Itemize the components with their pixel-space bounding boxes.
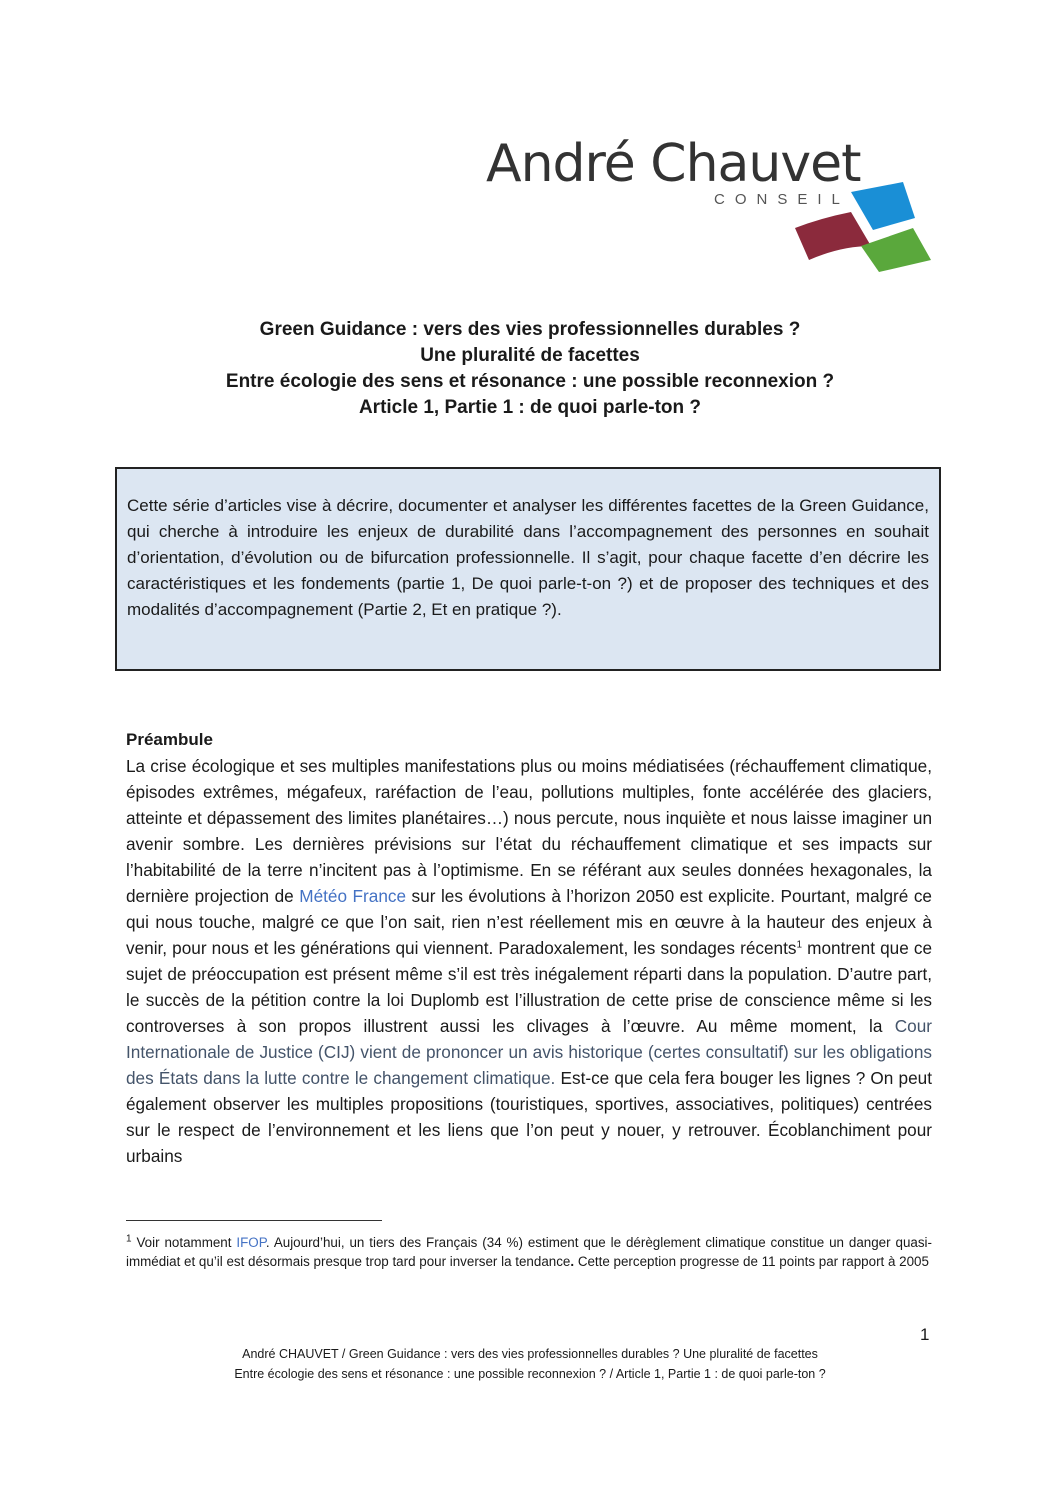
title-line-3: Entre écologie des sens et résonance : une possible reconnexion ?	[225, 371, 835, 392]
footnote-number: 1	[126, 1233, 132, 1245]
section-title: Préambule	[126, 730, 213, 749]
body-section	[126, 727, 932, 1169]
logo-name: André Chauvet	[486, 134, 861, 194]
footnote-text: . Aujourd’hui, un tiers des Français (34 %) estiment que le dérèglement climatique constitue un danger quasi-immédiat et qu’il est désormais presque trop tard pour inverser la tendance	[126, 1235, 932, 1269]
title-line-2: Une pluralité de facettes	[420, 345, 640, 366]
preamble-paragraph	[126, 753, 932, 1169]
title-line-4: Article 1, Partie 1 : de quoi parle-ton ?	[358, 397, 702, 418]
document-titles	[120, 317, 940, 421]
cij-link[interactable]: Cour Internationale de Justice (CIJ) vient de prononcer un avis historique (certes consultatif) sur les obligations des États dans la lutte contre le changement climatique.	[126, 1016, 932, 1088]
footnote-separator	[126, 1220, 382, 1221]
footer-line-1: André CHAUVET / Green Guidance : vers des vies professionnelles durables ? Une pluralité de facettes	[242, 1347, 818, 1361]
footnote	[126, 1233, 932, 1271]
paragraph-text: montrent que ce sujet de préoccupation est présent même s’il est très inégalement réparti dans la population. D’autre part, le succès de la pétition contre la loi Duplomb est l’illustration de cette prise de conscience même si les controverses à son propos illustrent aussi les clivages à l’œuvre. Au même moment, la	[126, 938, 932, 1036]
paragraph-text: La crise écologique et ses multiples manifestations plus ou moins médiatisées (réchauffement climatique, épisodes extrêmes, mégafeux, raréfaction de l’eau, pollutions multiples, fonte accélérée des glaciers, atteinte et dépassement des limites planétaires…) nous percute, nous inquiète et nous laisse imaginer un avenir sombre. Les dernières prévisions sur l’état du réchauffement climatique et ses impacts sur l’habitabilité de la terre n’incitent pas à l’optimisme. En se référant aux seules données hexagonales, la dernière projection de	[126, 756, 932, 906]
abstract-text: Cette série d’articles vise à décrire, documenter et analyser les différentes facettes de la Green Guidance, qui cherche à introduire les enjeux de durabilité dans l’accompagnement des personnes en souhait d’orientation, d’évolution ou de bifurcation professionnelle. Il s’agit, pour chaque facette d’en décrire les caractéristiques et les fondements (partie 1, De quoi parle-t-on ?) et de proposer des techniques et des modalités d’accompagnement (Partie 2, Et en pratique ?).	[127, 496, 929, 619]
footnote-text: Voir notamment	[131, 1235, 237, 1250]
footnote-text: Cette perception progresse de 11 points par rapport à 2005	[574, 1254, 929, 1269]
page-footer	[120, 1344, 940, 1384]
abstract-box	[115, 467, 941, 671]
footnote-period: .	[570, 1254, 575, 1269]
meteo-france-link[interactable]: Météo France	[299, 886, 407, 906]
footnote-ref[interactable]: 1	[796, 939, 803, 951]
ifop-link[interactable]: IFOP	[236, 1235, 266, 1250]
paragraph-text: sur les évolutions à l’horizon 2050 est explicite. Pourtant, malgré ce qui nous touche, malgré ce que l’on sait, rien n’est réellement mis en œuvre à la hauteur des enjeux à venir, pour nous et les générations qui viennent. Paradoxalement, les sondages récents	[126, 886, 932, 958]
footer-line-2: Entre écologie des sens et résonance : une possible reconnexion ? / Article 1, Partie 1 : de quoi parle-ton ?	[234, 1367, 826, 1381]
logo-subtitle: CONSEIL	[714, 191, 850, 208]
page-number: 1	[920, 1325, 930, 1344]
logo-sheets-graphic	[791, 180, 931, 275]
paragraph-text: Est-ce que cela fera bouger les lignes ? On peut également observer les multiples propositions (touristiques, sportives, associatives, politiques) centrées sur le respect de l’environnement et les liens que l’on peut y nouer, y retrouver. Écoblanchiment pour urbains	[126, 1068, 932, 1166]
title-line-1: Green Guidance : vers des vies professionnelles durables ?	[259, 319, 801, 340]
company-logo	[486, 134, 936, 278]
